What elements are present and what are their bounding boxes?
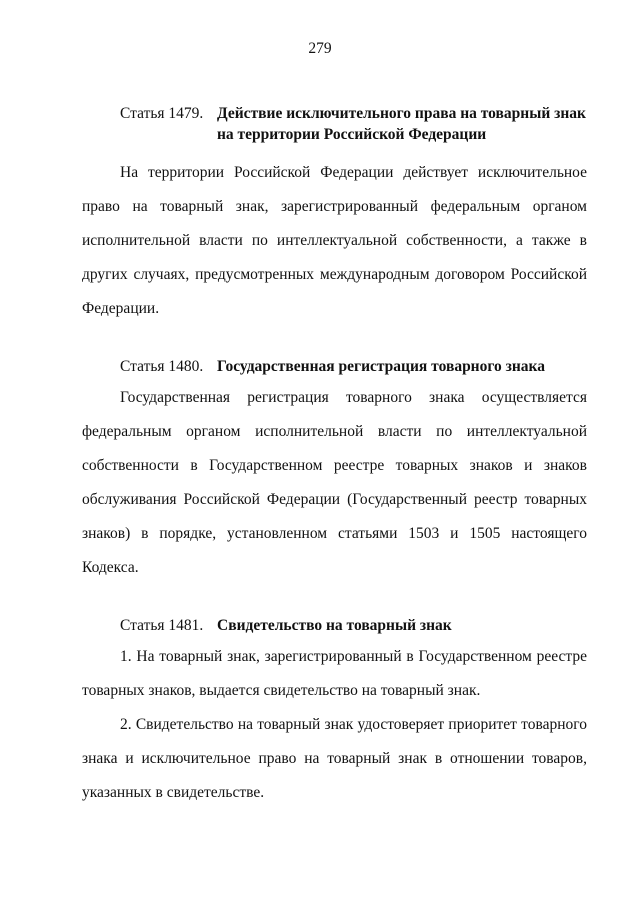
article-1479-heading [82, 103, 587, 145]
article-number: Статья 1479. [120, 105, 204, 122]
article-number: Статья 1480. [120, 358, 204, 375]
article-1480-heading [82, 356, 587, 377]
article-1479-paragraph: На территории Российской Федерации действует исключительное право на товарный знак, зарегистрированный федеральным органом исполнительной власти по интеллектуальной собственности, а также в других случаях, предусмотренных международным договором Российской Федерации. [82, 164, 587, 317]
document-body [82, 103, 587, 810]
article-title: Государственная регистрация товарного знака [217, 358, 545, 375]
article-1481-paragraph-1: 1. На товарный знак, зарегистрированный в Государственном реестре товарных знаков, выдается свидетельство на товарный знак. [82, 648, 587, 699]
article-1481-heading [82, 615, 587, 636]
article-1480-paragraph: Государственная регистрация товарного знака осуществляется федеральным органом исполнительной власти по интеллектуальной собственности в Государственном реестре товарных знаков и знаков обслуживания Российской Федерации (Государственный реестр товарных знаков) в порядке, установленном статьями 1503 и 1505 настоящего Кодекса. [82, 389, 587, 576]
article-1481-paragraph-2: 2. Свидетельство на товарный знак удостоверяет приоритет товарного знака и исключительное право на товарный знак в отношении товаров, указанных в свидетельстве. [82, 716, 587, 801]
page-number: 279 [308, 40, 332, 57]
article-title: Действие исключительного права на товарный знак на территории Российской Федерации [217, 105, 586, 143]
article-number: Статья 1481. [120, 617, 204, 634]
article-title: Свидетельство на товарный знак [217, 617, 452, 634]
